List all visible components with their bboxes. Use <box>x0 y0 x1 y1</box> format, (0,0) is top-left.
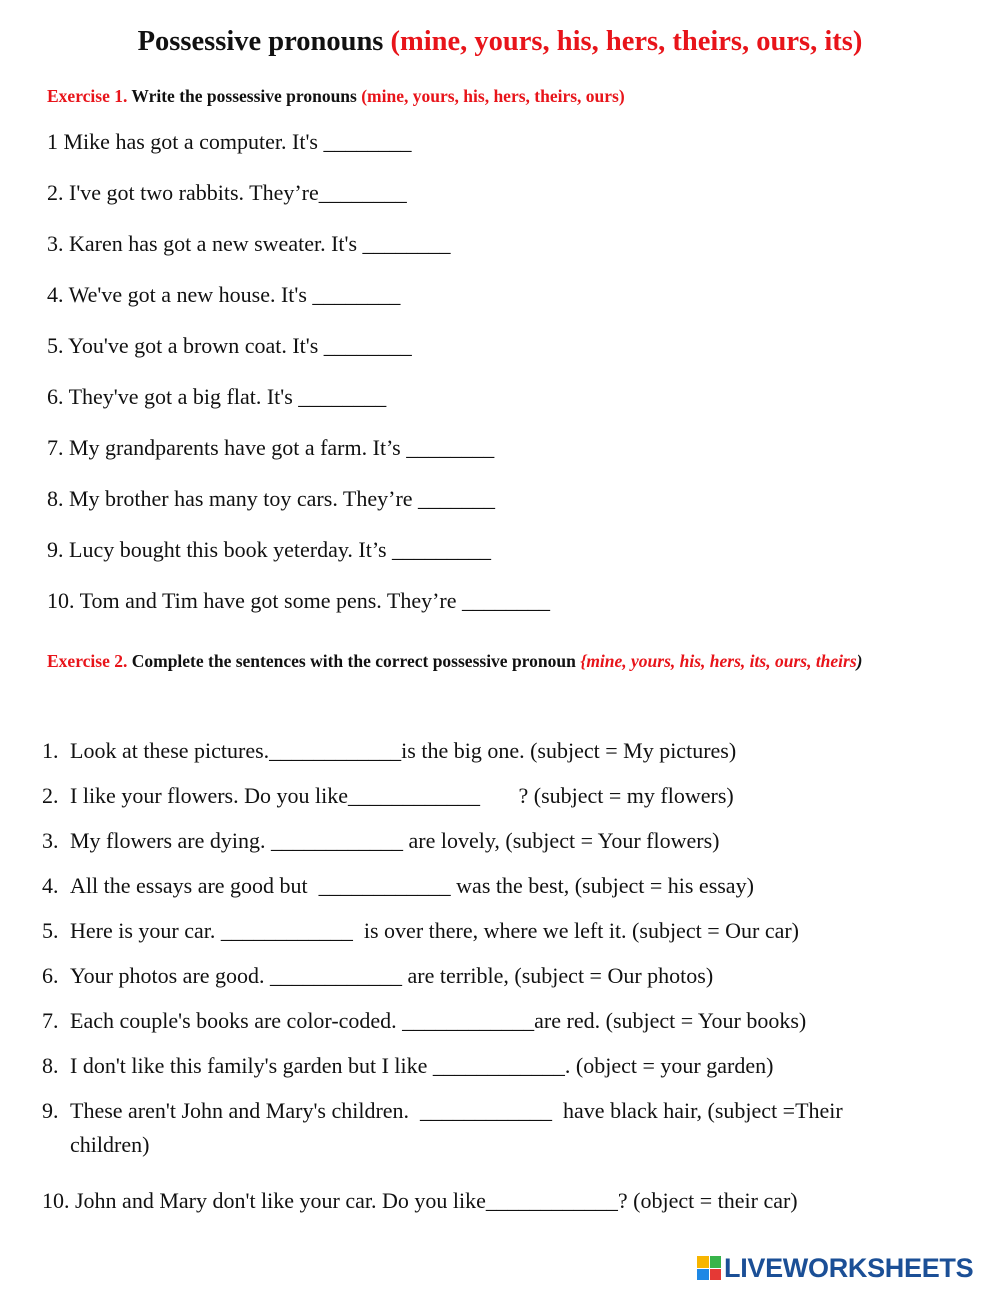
exercise-1-item[interactable]: 8. My brother has many toy cars. They’re _______ <box>47 486 496 511</box>
exercise-1-label: Exercise 1. <box>47 86 128 106</box>
item-number: 1. <box>42 738 59 763</box>
exercise-1-item[interactable]: 2. I've got two rabbits. They’re________ <box>47 180 407 205</box>
item-number: 7. <box>42 1008 59 1033</box>
exercise-2-close: ) <box>856 651 863 671</box>
worksheet-title <box>0 26 1000 58</box>
exercise-2-item[interactable] <box>42 779 962 824</box>
exercise-1-options: (mine, yours, his, hers, theirs, ours) <box>361 86 625 106</box>
exercise-2-item[interactable] <box>42 1004 962 1049</box>
exercise-2-item[interactable] <box>42 914 962 959</box>
item-number: 2. <box>42 783 59 808</box>
exercise-1-list <box>47 126 550 636</box>
liveworksheets-logo[interactable] <box>697 1253 973 1283</box>
logo-text: LIVEWORKSHEETS <box>724 1252 974 1283</box>
title-pronoun-list: (mine, yours, his, hers, theirs, ours, its) <box>390 26 863 57</box>
item-text: These aren't John and Mary's children. ____________ have black hair, (subject =Their children) <box>70 1098 849 1157</box>
exercise-2-item[interactable] <box>42 1184 962 1229</box>
exercise-2-instruction: Complete the sentences with the correct possessive pronoun <box>127 651 581 671</box>
logo-mark-icon <box>697 1256 721 1280</box>
exercise-2-item[interactable] <box>42 1094 962 1184</box>
exercise-2-item[interactable] <box>42 869 962 914</box>
item-text: Here is your car. ____________ is over there, where we left it. (subject = Our car) <box>70 918 799 943</box>
item-text: Each couple's books are color-coded. ____________are red. (subject = Your books) <box>70 1008 807 1033</box>
item-text: My flowers are dying. ____________ are lovely, (subject = Your flowers) <box>70 828 720 853</box>
item-number: 6. <box>42 963 59 988</box>
exercise-1-item[interactable]: 4. We've got a new house. It's ________ <box>47 282 401 307</box>
exercise-2-item[interactable] <box>42 824 962 869</box>
exercise-1-item[interactable]: 10. Tom and Tim have got some pens. They’re ________ <box>47 588 551 613</box>
exercise-2-item[interactable] <box>42 1049 962 1094</box>
logo-mark-square <box>697 1256 709 1268</box>
exercise-2-options: mine, yours, his, hers, its, ours, theirs <box>586 651 857 671</box>
item-text: All the essays are good but ____________ was the best, (subject = his essay) <box>70 873 754 898</box>
exercise-2-item[interactable] <box>42 959 962 1004</box>
exercise-2-item[interactable] <box>42 734 962 779</box>
item-text: 10. John and Mary don't like your car. Do you like____________? (object = their car) <box>42 1188 798 1213</box>
item-text: Look at these pictures.____________is the big one. (subject = My pictures) <box>70 738 737 763</box>
exercise-2-label: Exercise 2. <box>47 651 128 671</box>
exercise-1-instruction: Write the possessive pronouns <box>127 86 362 106</box>
item-text: I like your flowers. Do you like____________ ? (subject = my flowers) <box>70 783 734 808</box>
logo-mark-square <box>697 1269 709 1281</box>
exercise-1-item[interactable]: 6. They've got a big flat. It's ________ <box>47 384 387 409</box>
exercise-2-heading <box>47 644 937 679</box>
exercise-1-item[interactable]: 5. You've got a brown coat. It's ________ <box>47 333 412 358</box>
item-number: 9. <box>42 1098 59 1123</box>
exercise-2-list <box>42 734 962 1229</box>
item-number: 8. <box>42 1053 59 1078</box>
exercise-2-brace: { <box>580 651 587 671</box>
item-text: Your photos are good. ____________ are terrible, (subject = Our photos) <box>70 963 714 988</box>
item-number: 3. <box>42 828 59 853</box>
logo-mark-square <box>710 1269 722 1281</box>
item-number: 4. <box>42 873 59 898</box>
exercise-1-item[interactable]: 1 Mike has got a computer. It's ________ <box>47 129 412 154</box>
exercise-1-item[interactable]: 9. Lucy bought this book yeterday. It’s _________ <box>47 537 492 562</box>
item-text: I don't like this family's garden but I like ____________. (object = your garden) <box>70 1053 774 1078</box>
logo-mark-square <box>710 1256 722 1268</box>
item-number: 5. <box>42 918 59 943</box>
exercise-1-item[interactable]: 7. My grandparents have got a farm. It’s ________ <box>47 435 495 460</box>
exercise-1-heading <box>47 86 625 107</box>
exercise-1-item[interactable]: 3. Karen has got a new sweater. It's ________ <box>47 231 451 256</box>
title-main: Possessive pronouns <box>137 26 391 57</box>
